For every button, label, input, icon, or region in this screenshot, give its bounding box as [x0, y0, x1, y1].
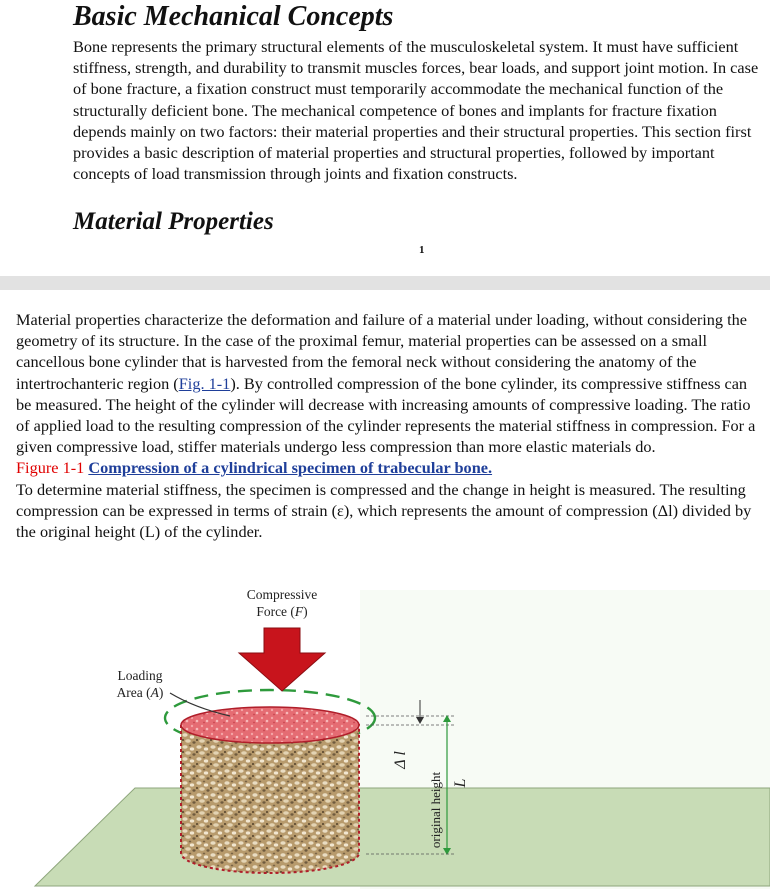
paragraph-text-b: ). By controlled compression of the bone cylinder, its compressive stiffness can be measured. The height of the cylinder will decrease with increasing amounts of compressive loading. The ratio of applied load to the resulting compression of the cylinder represents the material stiffness in compression. For a given compressive load, stiffer materials undergo less compression than more elastic materials do. — [16, 373, 756, 457]
section-heading: Basic Mechanical Concepts — [73, 1, 394, 32]
subsection-heading: Material Properties — [73, 208, 274, 235]
original-height-label: original height — [428, 771, 443, 849]
base-plate — [35, 788, 770, 886]
compressive-force-arrow — [239, 628, 325, 691]
figure-reference-link[interactable]: Fig. 1-1 — [178, 373, 231, 393]
stiffness-paragraph: To determine material stiffness, the specimen is compressed and the change in height is measured. The resulting compression can be expressed in terms of strain (ε), which represents the amount of compression (Δl) divided by the original height (L) of the cylinder. — [16, 479, 752, 542]
height-arrow-top — [443, 715, 451, 722]
page-1-content — [73, 0, 763, 184]
page-2-content — [16, 309, 756, 542]
area-label-line1: Loading — [117, 668, 163, 683]
page-1 — [0, 0, 770, 270]
intro-paragraph: Bone represents the primary structural elements of the musculoskeletal system. It must have sufficient stiffness, strength, and durability to transmit muscles forces, bear loads, and support joint motion. In case of bone fracture, a fixation construct must temporarily accommodate the mechanical function of the structurally deficient bone. The mechanical competence of bones and implants for fracture fixation depends mainly on two factors: their material properties and their structural properties. This section first provides a basic description of material properties and structural properties, followed by important concepts of load transmission through joints and fixation constructs. — [73, 37, 759, 184]
area-label-line2: Area (A) — [116, 685, 164, 700]
force-label-line1: Compressive — [246, 588, 318, 602]
cylinder-top — [181, 707, 359, 743]
figure-caption — [16, 457, 756, 478]
paragraph-text-a: Material properties characterize the deformation and failure of a material under loading, without considering the geometry of its structure. In the case of the proximal femur, material properties can be assessed on a small cancellous bone cylinder that is harvested from the femoral neck without considering the anatomy of the intertrochanteric region ( — [16, 310, 748, 393]
force-label-line2: Force (F) — [256, 604, 308, 619]
delta-l-arrowhead — [416, 717, 424, 724]
delta-l-label: Δ l — [392, 751, 409, 769]
figure-label: Figure 1-1 — [16, 458, 85, 478]
material-properties-paragraph — [16, 309, 756, 457]
page-number: 1 — [419, 244, 425, 256]
compression-figure — [0, 588, 770, 889]
page-2 — [0, 290, 770, 889]
figure-title-link[interactable]: Compression of a cylindrical specimen of trabecular bone. — [88, 458, 493, 478]
height-var-label: L — [452, 778, 469, 788]
bone-cylinder — [181, 725, 359, 873]
page-separator — [0, 276, 770, 290]
